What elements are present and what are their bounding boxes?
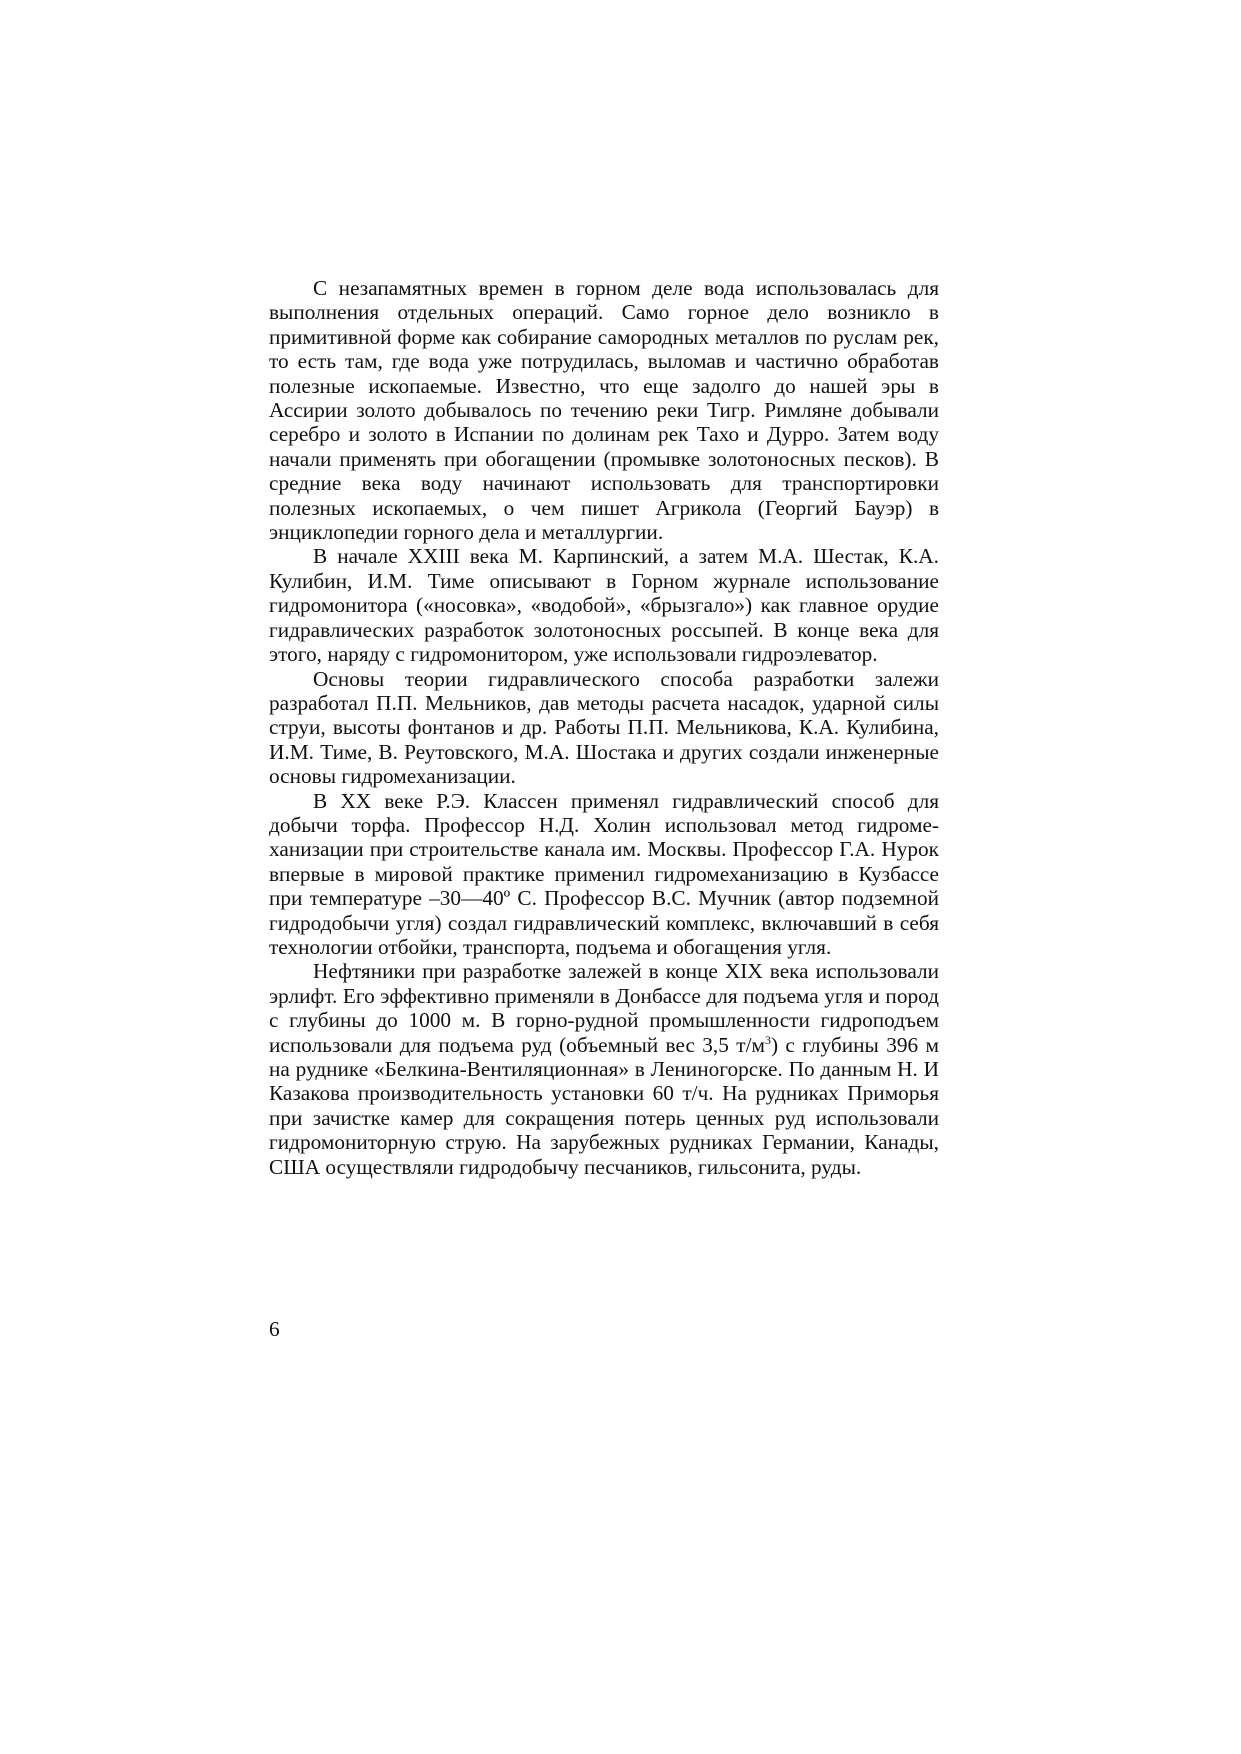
- paragraph-1: С незапамятных времен в горном деле вода использовалась для выполнения отдельных операций. Само горное дело возникло в примитивной форме как собирание самородных металлов по руслам рек, то есть там, где вода уже потрудилась, выломав и частично обработав полезные ископаемые. Известно, что еще задолго до нашей эры в Ассирии золото добывалось по течению реки Тигр. Римляне добывали серебро и золото в Испании по долинам рек Тахо и Дурро. Затем воду начали применять при обогащении (промывке золотоносных песков). В средние века воду начинают использовать для транспортировки полезных ископаемых, о чем пишет Агрикола (Георгий Бауэр) в энциклопедии горного дела и металлургии.: [269, 276, 939, 545]
- superscript-exponent: 3: [764, 1032, 771, 1047]
- paragraph-5-part-2: ) с глубины 396 м на руднике «Белкина-Вентиляционная» в Лениногорске. По данным Н. И Казакова производительность установки 60 т/ч. На рудниках Приморья при зачистке камер для сокращения потерь ценных руд использовали гидромониторную струю. На зарубежных рудниках Германии, Канады, США осуществляли гидродобычу песчаников, гильсонита, руды.: [269, 1032, 939, 1179]
- paragraph-3: Основы теории гидравлического способа разработки залежи разработал П.П. Мельников, дав методы расчета насадок, ударной силы струи, высоты фонтанов и др. Работы П.П. Мельникова, К.А. Кулибина, И.М. Тиме, В. Реутовского, М.А. Шостака и других создали инженерные основы гидромеханизации.: [269, 666, 939, 789]
- paragraph-2: В начале XXIII века М. Карпинский, а затем М.А. Шестак, К.А. Кулибин, И.М. Тиме описывают в Горном журнале использование гидромонитора («носовка», «водобой», «брызгало») как главное орудие гидравлических разработок золотоносных россыпей. В конце века для этого, наряду с гидромонитором, уже использовали гидроэлеватор.: [269, 544, 939, 667]
- body-text: [269, 276, 939, 1179]
- paragraph-5: [269, 959, 939, 1179]
- paragraph-5-part-1: Нефтяники при разработке залежей в конце XIX века использовали эрлифт. Его эффективно применяли в Донбассе для подъема угля и пород с глубины до 1000 м. В горно-рудной промышленности гидроподъем использовали для подъема руд (объемный вес 3,5 т/м: [269, 959, 939, 1057]
- paragraph-4: В XX веке Р.Э. Классен применял гидравлический способ для добычи торфа. Профессор Н.Д. Холин использовал метод гидромеханизации при строительстве канала им. Москвы. Профессор Г.А. Нурок впервые в мировой практике применил гидромеханизацию в Кузбассе при температуре –30—40º С. Профессор В.С. Мучник (автор подземной гидродобычи угля) создал гидравлический комплекс, включавший в себя технологии отбойки, транспорта, подъема и обогащения угля.: [269, 788, 939, 959]
- page-number: 6: [269, 1317, 280, 1341]
